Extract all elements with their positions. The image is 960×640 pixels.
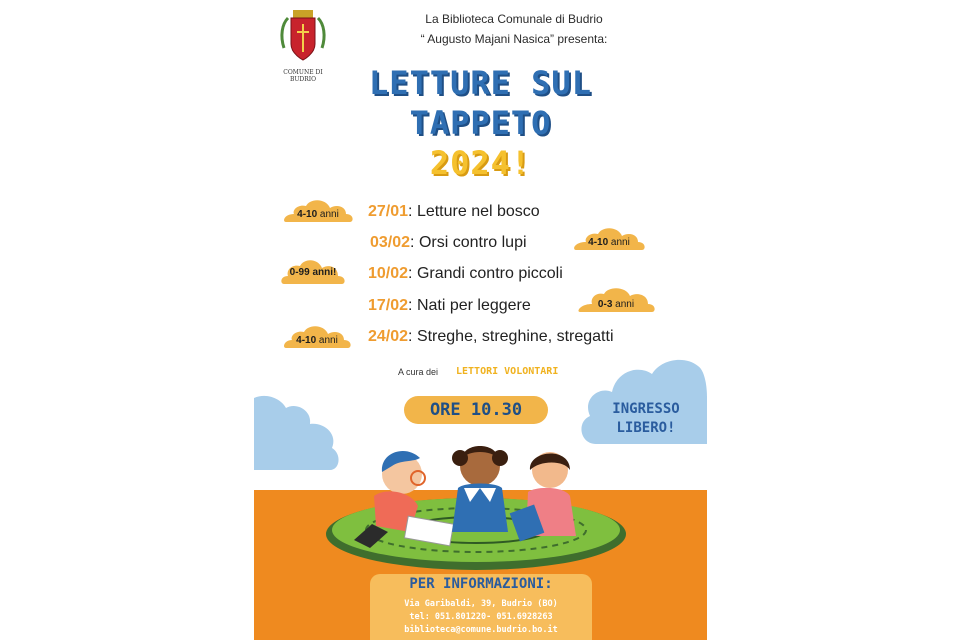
event-title: : Nati per leggere	[408, 297, 531, 314]
crest-label: COMUNE DI BUDRIO	[283, 69, 323, 83]
event-item	[368, 203, 540, 221]
event-date: 24/02	[368, 328, 409, 345]
info-email: biblioteca@comune.budrio.bo.it	[404, 625, 558, 635]
event-title: : Letture nel bosco	[408, 203, 540, 220]
curated-by-label: A cura dei	[398, 367, 439, 377]
info-address: Via Garibaldi, 39, Budrio (BO)	[404, 599, 558, 609]
age-tag: 0-99 anni!	[280, 256, 346, 286]
event-title: : Streghe, streghine, stregatti	[408, 328, 614, 345]
children-reading-illustration	[314, 436, 634, 576]
age-tag: 0-3 anni	[576, 284, 656, 314]
event-poster	[254, 0, 707, 640]
title-line-1: LETTURE SUL	[369, 64, 592, 102]
title-line-2: TAPPETO	[409, 104, 552, 142]
time-badge: ORE 10.30	[404, 396, 548, 424]
event-item	[368, 297, 531, 315]
age-tag: 4-10 anni	[282, 196, 354, 224]
event-item	[368, 265, 563, 283]
title-year: 2024!	[429, 144, 532, 182]
event-item	[368, 328, 614, 346]
age-tag: 4-10 anni	[572, 224, 646, 252]
event-item	[370, 234, 527, 252]
intro-line-2: “ Augusto Majani Nasica” presenta:	[420, 32, 608, 46]
intro-line-1: La Biblioteca Comunale di Budrio	[425, 12, 603, 26]
event-date: 03/02	[370, 234, 411, 251]
free-entry-line-1: INGRESSO	[612, 401, 680, 417]
age-tag: 4-10 anni	[282, 322, 352, 350]
free-entry-label	[586, 400, 706, 438]
event-date: 17/02	[368, 297, 409, 314]
free-entry-line-2: LIBERO!	[616, 420, 676, 436]
info-phone: tel: 051.801220- 051.6928263	[409, 612, 553, 622]
event-title: : Grandi contro piccoli	[408, 265, 563, 282]
event-title: : Orsi contro lupi	[410, 234, 527, 251]
info-title: PER INFORMAZIONI:	[409, 576, 553, 592]
curated-by-name: LETTORI VOLONTARI	[456, 366, 559, 377]
event-date: 27/01	[368, 203, 409, 220]
municipal-crest-icon	[278, 8, 328, 66]
event-date: 10/02	[368, 265, 409, 282]
